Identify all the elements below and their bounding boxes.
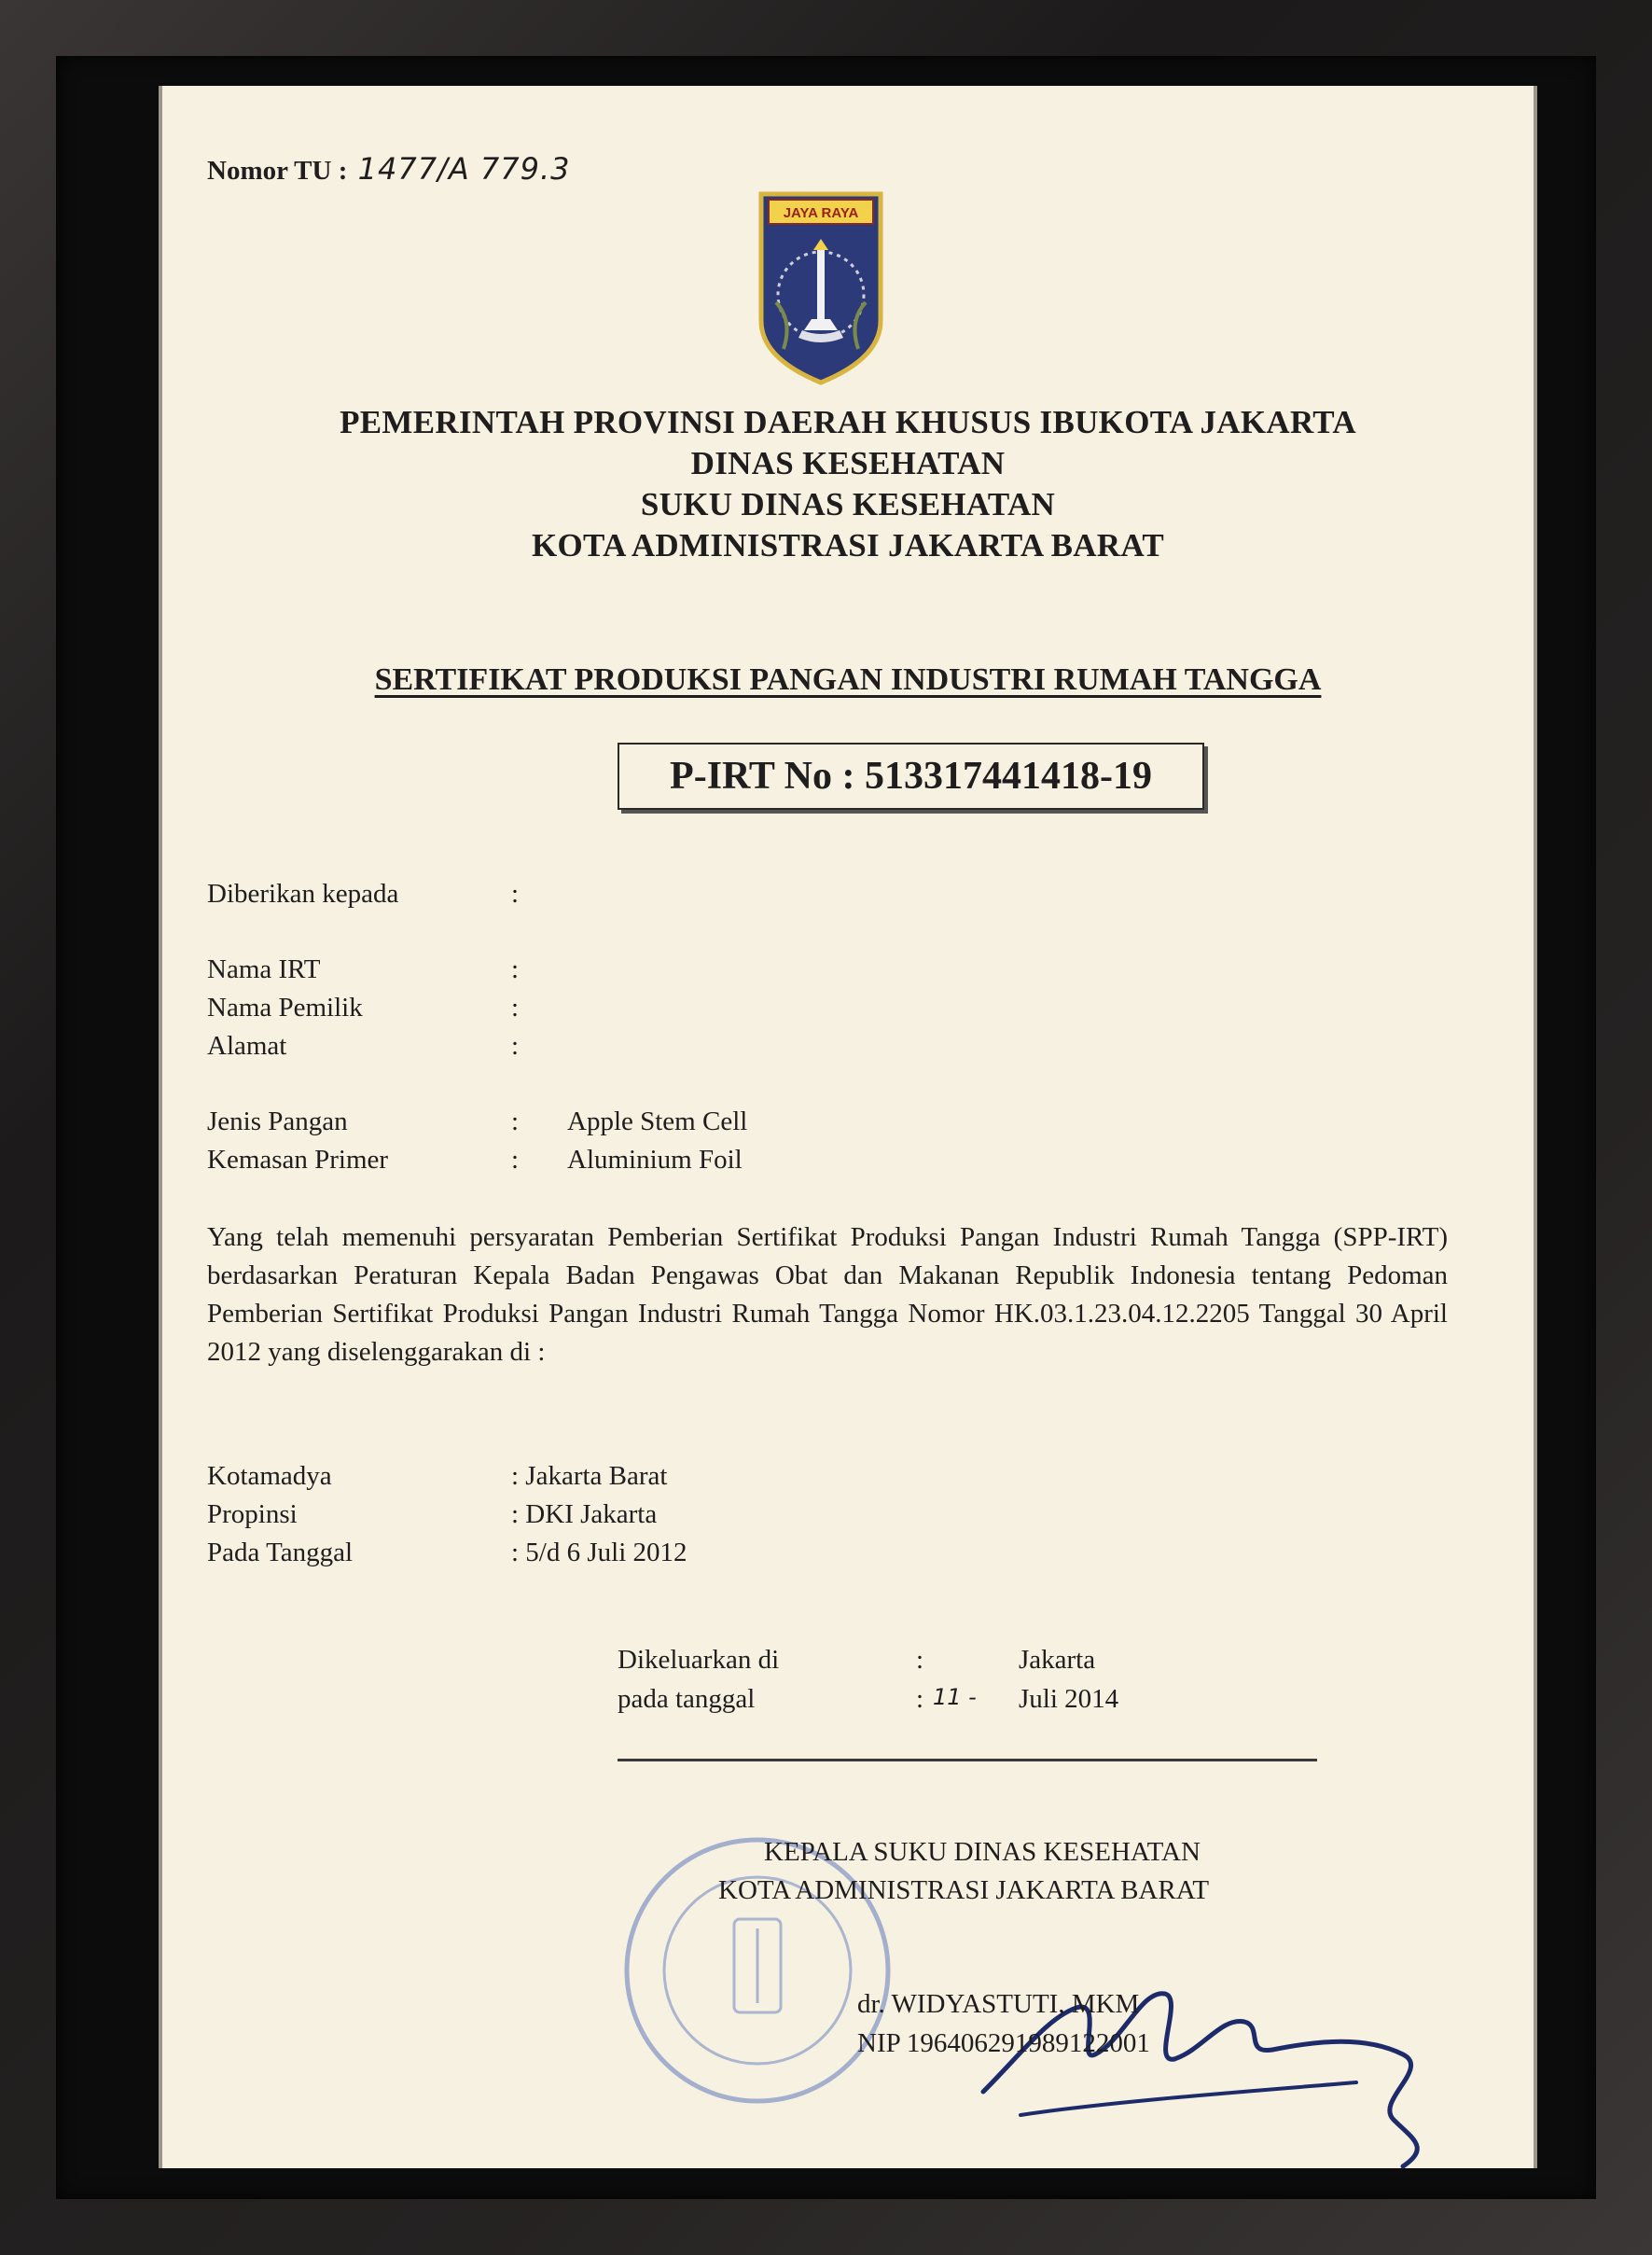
nomor-tu xyxy=(207,151,571,187)
pirt-number-box: P-IRT No : 513317441418-19 xyxy=(618,743,1204,810)
kemasan-primer-label: Kemasan Primer xyxy=(207,1145,389,1175)
header-line-4: KOTA ADMINISTRASI JAKARTA BARAT xyxy=(531,527,1165,564)
propinsi-label: Propinsi xyxy=(207,1499,298,1529)
certificate-title: SERTIFIKAT PRODUKSI PANGAN INDUSTRI RUMAH TANGGA xyxy=(374,662,1322,697)
crest-label: JAYA RAYA xyxy=(783,205,859,221)
official-stamp-icon xyxy=(618,1830,897,2110)
issued-day-handwritten: 11 - xyxy=(933,1684,977,1710)
handwritten-signature-icon xyxy=(965,1952,1450,2194)
dikeluarkan-value: Jakarta xyxy=(1019,1645,1096,1675)
diberikan-colon: : xyxy=(511,879,520,909)
jakarta-crest-icon xyxy=(756,190,886,386)
header-line-1: PEMERINTAH PROVINSI DAERAH KHUSUS IBUKOTA JAKARTA xyxy=(340,404,1356,440)
jenis-pangan-value: Apple Stem Cell xyxy=(567,1107,748,1136)
issued-date-value: Juli 2014 xyxy=(1019,1684,1119,1714)
dikeluarkan-colon: : xyxy=(916,1645,924,1675)
alamat-label: Alamat xyxy=(207,1031,287,1061)
signatory-nip: NIP 196406291989122001 xyxy=(857,2028,1150,2058)
certificate-body-paragraph: Yang telah memenuhi persyaratan Pemberian Sertifikat Produksi Pangan Industri Rumah Tangga (SPP-IRT) berdasarkan Peraturan Kepala Badan Pengawas Obat dan Makanan Republik Indonesia tentang Pedoman Pemberian Sertifikat Produksi Pangan Industri Rumah Tangga Nomor HK.03.1.23.04.12.2205 Tanggal 30 April 2012 yang diselenggarakan di : xyxy=(207,1222,1448,1367)
kotamadya-value: : Jakarta Barat xyxy=(511,1461,668,1491)
header-line-2: DINAS KESEHATAN xyxy=(690,445,1006,481)
dikeluarkan-label: Dikeluarkan di xyxy=(618,1645,780,1675)
nama-irt-colon: : xyxy=(511,954,520,984)
propinsi-value: : DKI Jakarta xyxy=(511,1499,658,1529)
nama-pemilik-label: Nama Pemilik xyxy=(207,993,363,1023)
issued-date-label: pada tanggal xyxy=(618,1684,756,1714)
signatory-title-line-2: KOTA ADMINISTRASI JAKARTA BARAT xyxy=(718,1875,1210,1905)
header-line-3: SUKU DINAS KESEHATAN xyxy=(640,486,1056,522)
jenis-pangan-label: Jenis Pangan xyxy=(207,1107,348,1136)
pada-tanggal-value: : 5/d 6 Juli 2012 xyxy=(511,1538,687,1567)
signatory-name: dr. WIDYASTUTI, MKM xyxy=(857,1989,1140,2019)
diberikan-label: Diberikan kepada xyxy=(207,879,399,909)
nama-irt-label: Nama IRT xyxy=(207,954,321,984)
alamat-colon: : xyxy=(511,1031,520,1061)
jenis-pangan-colon: : xyxy=(511,1107,520,1136)
divider-line xyxy=(618,1759,1317,1761)
nomor-tu-label: Nomor TU : xyxy=(207,156,348,186)
certificate-document xyxy=(159,86,1537,2168)
pada-tanggal-label: Pada Tanggal xyxy=(207,1538,354,1567)
signatory-title-line-1: KEPALA SUKU DINAS KESEHATAN xyxy=(764,1837,1201,1867)
kemasan-primer-value: Aluminium Foil xyxy=(567,1145,743,1175)
nama-pemilik-colon: : xyxy=(511,993,520,1023)
kotamadya-label: Kotamadya xyxy=(207,1461,332,1491)
nomor-tu-value: 1477/A 779.3 xyxy=(357,151,571,187)
issued-date-colon: : xyxy=(916,1684,924,1714)
kemasan-primer-colon: : xyxy=(511,1145,520,1175)
